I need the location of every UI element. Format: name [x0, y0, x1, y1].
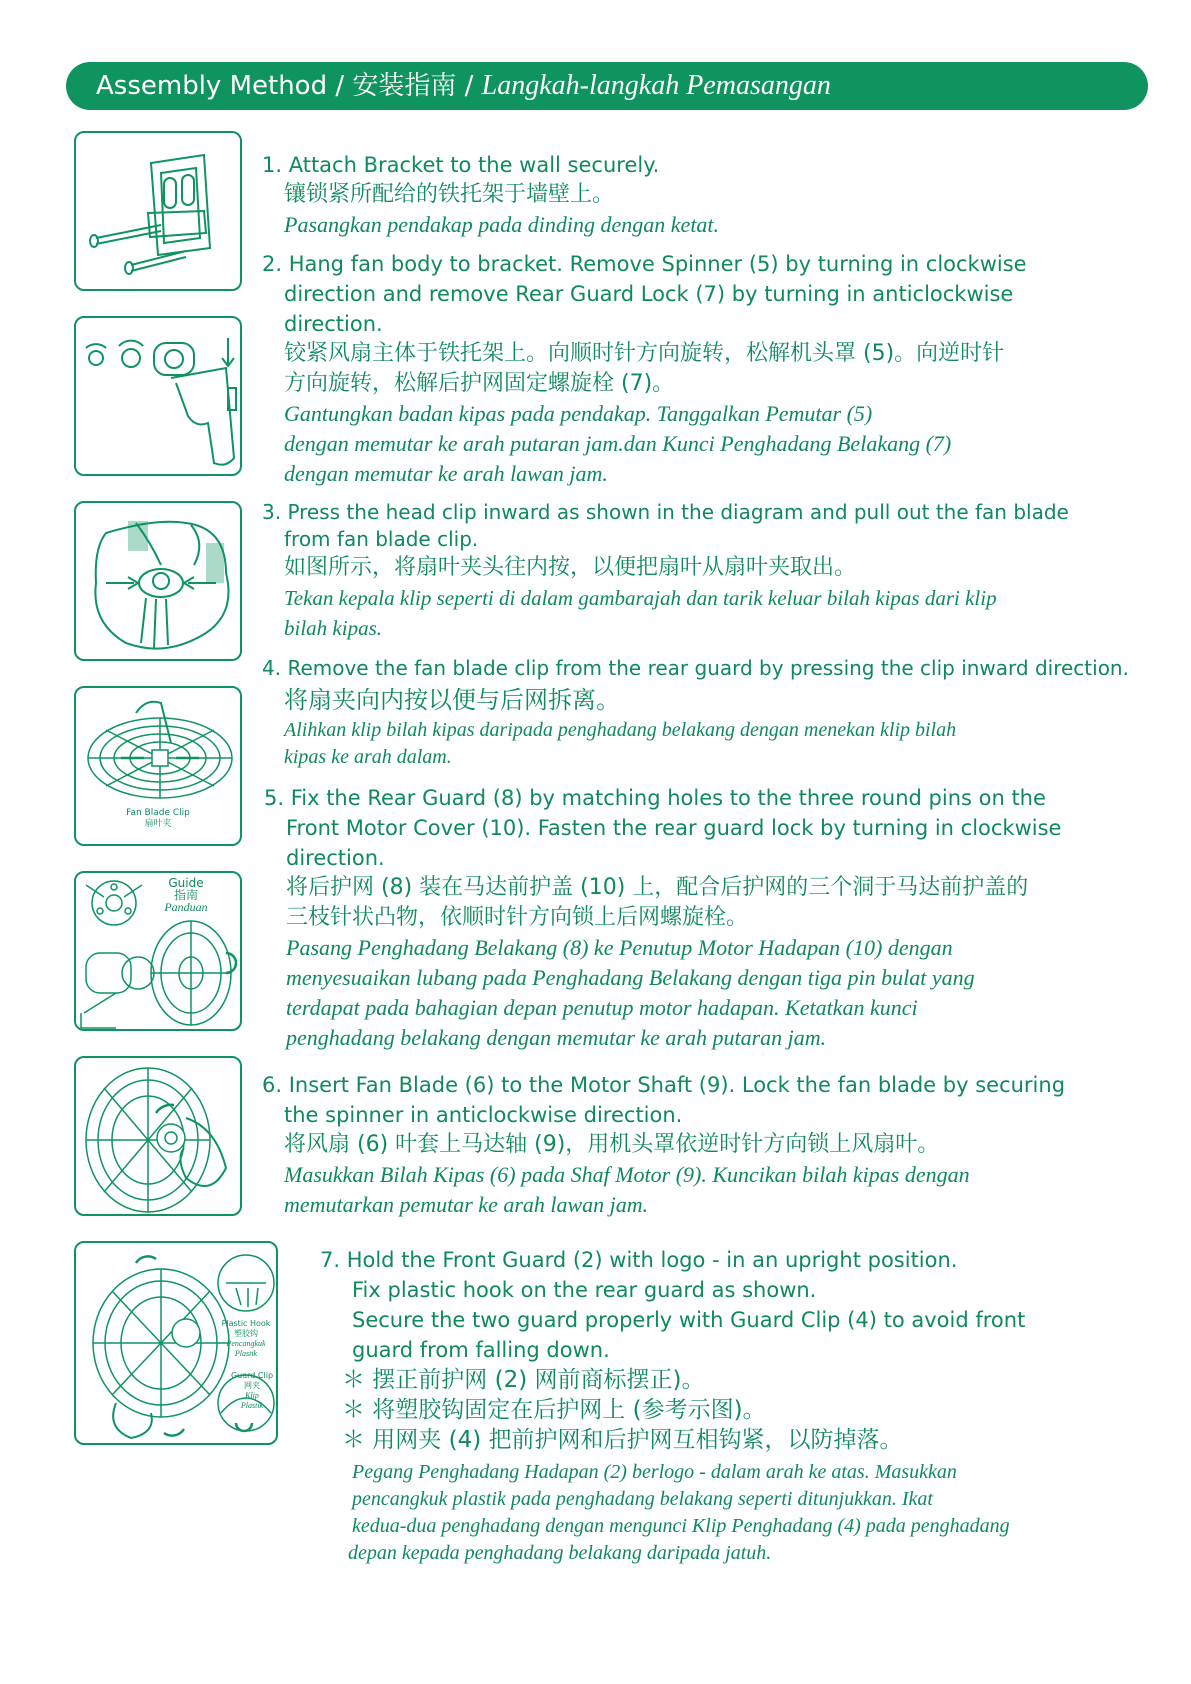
step-7-en-line: 7. Hold the Front Guard (2) with logo - in an upright position.	[320, 1248, 958, 1272]
step-4-ms-line: Alihkan klip bilah kipas daripada penghadang belakang dengan menekan klip bilah	[284, 719, 957, 741]
step-2-zh-line: 铰紧风扇主体于铁托架上。向顺时针方向旋转，松解机头罩 (5)。向逆时针	[284, 341, 1005, 366]
header-title-malay: Langkah-langkah Pemasangan	[481, 70, 831, 101]
guard-clip-label-zh: 网夹	[244, 1381, 260, 1390]
illustration-step-5	[74, 871, 242, 1031]
step-2-en-line: direction.	[284, 312, 383, 336]
step-2-ms-line: dengan memutar ke arah putaran jam.dan Kunci Penghadang Belakang (7)	[284, 431, 952, 456]
step-1-en-line: 1. Attach Bracket to the wall securely.	[262, 153, 660, 177]
guide-label-malay: Panduan	[164, 900, 208, 914]
header-title: Assembly Method / 安装指南 /	[96, 71, 482, 101]
step-7-en-line: guard from falling down.	[352, 1338, 610, 1362]
step-7-ms-line: kedua-dua penghadang dengan mengunci Klip Penghadang (4) pada penghadang	[352, 1515, 1010, 1537]
step-7-zh-line: ＊ 将塑胶钩固定在后护网上 (参考示图)。	[342, 1397, 766, 1423]
fan-blade-clip-caption	[76, 808, 240, 830]
fan-blade-clip-label-zh: 扇叶夹	[144, 819, 172, 829]
step-7-ms-line: Pegang Penghadang Hadapan (2) berlogo - dalam arah ke atas. Masukkan	[352, 1461, 957, 1483]
step-5-ms-line: terdapat pada bahagian depan penutup motor hadapan. Ketatkan kunci	[286, 995, 918, 1020]
step-3-ms-line: bilah kipas.	[284, 616, 382, 640]
step-5-ms-line: menyesuaikan lubang pada Penghadang Belakang dengan tiga pin bulat yang	[286, 965, 975, 990]
guard-clip-caption	[226, 1371, 278, 1411]
guard-clip-label: Guard Clip	[230, 1371, 274, 1380]
step-5-en-line: 5. Fix the Rear Guard (8) by matching holes to the three round pins on the	[264, 786, 1046, 810]
step-3-en-line: from fan blade clip.	[284, 527, 479, 551]
illustration-step-2	[74, 316, 242, 476]
illustration-step-6	[74, 1056, 242, 1216]
step-2-zh-line: 方向旋转，松解后护网固定螺旋栓 (7)。	[284, 371, 675, 396]
guard-clip-label-malay-2: Plastik	[240, 1401, 264, 1410]
step-1-zh-line: 镶锁紧所配给的铁托架于墙壁上。	[284, 182, 615, 207]
step-2-en-line: direction and remove Rear Guard Lock (7) by turning in anticlockwise	[284, 282, 1014, 306]
step-5-en-line: direction.	[286, 846, 385, 870]
step-7-zh-line: ＊ 摆正前护网 (2) 网前商标摆正)。	[342, 1367, 705, 1393]
step-6-en-line: 6. Insert Fan Blade (6) to the Motor Shaft (9). Lock the fan blade by securing	[262, 1073, 1066, 1097]
guide-label-zh: 指南	[173, 888, 198, 902]
section-header	[66, 62, 1148, 110]
step-2-en-line: 2. Hang fan body to bracket. Remove Spinner (5) by turning in clockwise	[262, 252, 1027, 276]
plastic-hook-label-malay-2: Plastik	[234, 1349, 258, 1358]
step-6-zh-line: 将风扇 (6) 叶套上马达轴 (9)，用机头罩依逆时针方向锁上风扇叶。	[284, 1132, 940, 1157]
step-4	[262, 653, 1129, 771]
step-6-en-line: the spinner in anticlockwise direction.	[284, 1103, 683, 1127]
step-3-en-line: 3. Press the head clip inward as shown in the diagram and pull out the fan blade	[262, 500, 1069, 524]
step-7-ms-line: depan kepada penghadang belakang daripada jatuh.	[348, 1542, 772, 1564]
step-5-ms-line: penghadang belakang dengan memutar ke arah putaran jam.	[286, 1025, 827, 1050]
step-6-ms-line: Masukkan Bilah Kipas (6) pada Shaf Motor (9). Kuncikan bilah kipas dengan	[284, 1162, 970, 1187]
step-5-zh-line: 三枝针状凸物，依顺时针方向锁上后网螺旋栓。	[286, 905, 749, 930]
step-3-ms-line: Tekan kepala klip seperti di dalam gambarajah dan tarik keluar bilah kipas dari klip	[284, 586, 997, 610]
fan-blade-clip-label: Fan Blade Clip	[126, 808, 190, 818]
step-7-zh-line: ＊ 用网夹 (4) 把前护网和后护网互相钩紧，以防掉落。	[342, 1427, 903, 1453]
step-7-en-line: Secure the two guard properly with Guard Clip (4) to avoid front	[352, 1308, 1026, 1332]
step-3-zh-line: 如图所示，将扇叶夹头往内按，以便把扇叶从扇叶夹取出。	[284, 555, 857, 580]
plastic-hook-caption	[214, 1319, 278, 1359]
step-7-en-line: Fix plastic hook on the rear guard as shown.	[352, 1278, 817, 1302]
step-5-zh-line: 将后护网 (8) 装在马达前护盖 (10) 上，配合后护网的三个洞于马达前护盖的	[286, 875, 1029, 900]
step-2	[262, 249, 1027, 489]
illustration-step-7	[74, 1241, 278, 1445]
step-5-ms-line: Pasang Penghadang Belakang (8) ke Penutup Motor Hadapan (10) dengan	[286, 935, 953, 960]
guide-label: Guide	[168, 876, 204, 890]
step-7-ms-line: pencangkuk plastik pada penghadang belakang seperti ditunjukkan. Ikat	[352, 1488, 933, 1510]
step-6	[262, 1070, 1065, 1220]
step-4-zh-line: 将扇夹向内按以便与后网拆离。	[284, 686, 620, 714]
guide-caption	[156, 877, 216, 913]
plastic-hook-label: Plastic Hook	[221, 1319, 271, 1328]
step-6-ms-line: memutarkan pemutar ke arah lawan jam.	[284, 1192, 649, 1217]
step-1-ms-line: Pasangkan pendakap pada dinding dengan ketat.	[284, 212, 720, 237]
illustration-step-1	[74, 131, 242, 291]
step-4-en-line: 4. Remove the fan blade clip from the rear guard by pressing the clip inward direction.	[262, 656, 1129, 680]
step-3	[262, 499, 1069, 643]
illustration-step-4	[74, 686, 242, 846]
step-7	[320, 1245, 1025, 1567]
step-4-ms-line: kipas ke arah dalam.	[284, 746, 452, 768]
step-2-ms-line: dengan memutar ke arah lawan jam.	[284, 461, 608, 486]
plastic-hook-label-zh: 塑胶钩	[234, 1329, 258, 1338]
step-5	[264, 783, 1061, 1053]
guard-clip-label-malay-1: Klip	[245, 1391, 259, 1400]
step-2-ms-line: Gantungkan badan kipas pada pendakap. Tanggalkan Pemutar (5)	[284, 401, 873, 426]
illustration-step-3	[74, 501, 242, 661]
plastic-hook-label-malay-1: Pencangkuk	[226, 1339, 266, 1348]
step-1	[262, 150, 719, 240]
step-5-en-line: Front Motor Cover (10). Fasten the rear guard lock by turning in clockwise	[286, 816, 1062, 840]
